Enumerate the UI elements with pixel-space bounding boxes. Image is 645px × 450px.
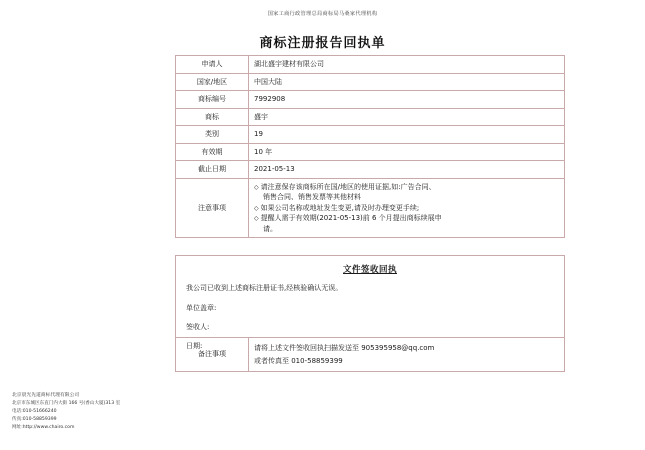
company-name: 北京晨光先道商标代理有限公司 xyxy=(12,393,80,398)
company-address: 北京市东城区东直门内大街 166 号(香山大厦)313 室 xyxy=(12,401,121,407)
table-row xyxy=(176,91,565,109)
top-banner-text: 国家工商行政管理总局商标局马桑家代理机构 xyxy=(267,11,378,17)
row-value-country: 中国大陆 xyxy=(249,73,565,91)
row-value-trademark-no: 7992908 xyxy=(249,91,565,109)
row-label-remarks: 备注事项 xyxy=(176,338,249,372)
note-line xyxy=(254,192,559,203)
table-row xyxy=(176,73,565,91)
table-row xyxy=(176,108,565,126)
company-tel: 电话:010-51666240 xyxy=(12,409,57,415)
table-row xyxy=(176,161,565,179)
row-value-applicant: 湖北盛宇建材有限公司 xyxy=(249,56,565,74)
company-footer xyxy=(12,392,120,433)
note-text: 请。 xyxy=(263,224,277,233)
table-row xyxy=(176,56,565,74)
remarks-line-1: 请将上述文件签收回执扫描发送至 905395958@qq.com xyxy=(254,344,435,352)
remarks-line-2: 或者传真至 010-58859399 xyxy=(254,356,343,365)
company-website: 网址:http://www.chairo.com xyxy=(12,425,75,431)
receipt-field-signer: 签收人: xyxy=(186,323,210,332)
row-value-validity: 10 年 xyxy=(249,143,565,161)
page-title: 商标注册报告回执单 xyxy=(259,36,386,51)
row-value-notes xyxy=(249,178,565,238)
row-label-applicant: 申请人 xyxy=(176,56,249,74)
receipt-field-unit-seal: 单位盖章: xyxy=(186,304,217,313)
table-row-notes xyxy=(176,178,565,238)
info-table xyxy=(175,55,565,238)
receipt-title: 文件签收回执 xyxy=(342,265,397,275)
row-label-deadline: 截止日期 xyxy=(176,161,249,179)
row-value-remarks xyxy=(249,338,565,372)
note-line xyxy=(254,182,559,193)
footer-table xyxy=(175,337,565,372)
row-value-class: 19 xyxy=(249,126,565,144)
table-row xyxy=(176,143,565,161)
row-label-notes: 注意事项 xyxy=(176,178,249,238)
row-label-trademark: 商标 xyxy=(176,108,249,126)
receipt-field-date: 日期: xyxy=(186,342,203,351)
note-text: 请注意保存该商标所在国/地区的使用证据,如:广告合同、 xyxy=(260,182,436,191)
row-label-validity: 有效期 xyxy=(176,143,249,161)
row-label-class: 类别 xyxy=(176,126,249,144)
row-label-country: 国家/地区 xyxy=(176,73,249,91)
row-value-trademark: 盛宇 xyxy=(249,108,565,126)
table-row xyxy=(176,126,565,144)
note-text: 提醒人需于有效期(2021-05-13)前 6 个月提出商标续展申 xyxy=(260,214,442,222)
note-line xyxy=(254,224,559,235)
note-line xyxy=(254,203,559,214)
diamond-icon: ◇ xyxy=(254,183,259,191)
note-line xyxy=(254,213,559,224)
table-row xyxy=(176,338,565,372)
diamond-icon: ◇ xyxy=(254,204,259,212)
company-fax: 传真:010-58859399 xyxy=(12,417,57,423)
receipt-body-text: 我公司已收到上述商标注册证书,经核验确认无误。 xyxy=(186,284,343,292)
row-value-deadline: 2021-05-13 xyxy=(249,161,565,179)
note-text: 销售合同、销售发票等其他材料 xyxy=(263,193,361,201)
row-label-trademark-no: 商标编号 xyxy=(176,91,249,109)
diamond-icon: ◇ xyxy=(254,215,259,222)
note-text: 如果公司名称或地址发生变更,请及时办理变更手续; xyxy=(260,203,420,212)
